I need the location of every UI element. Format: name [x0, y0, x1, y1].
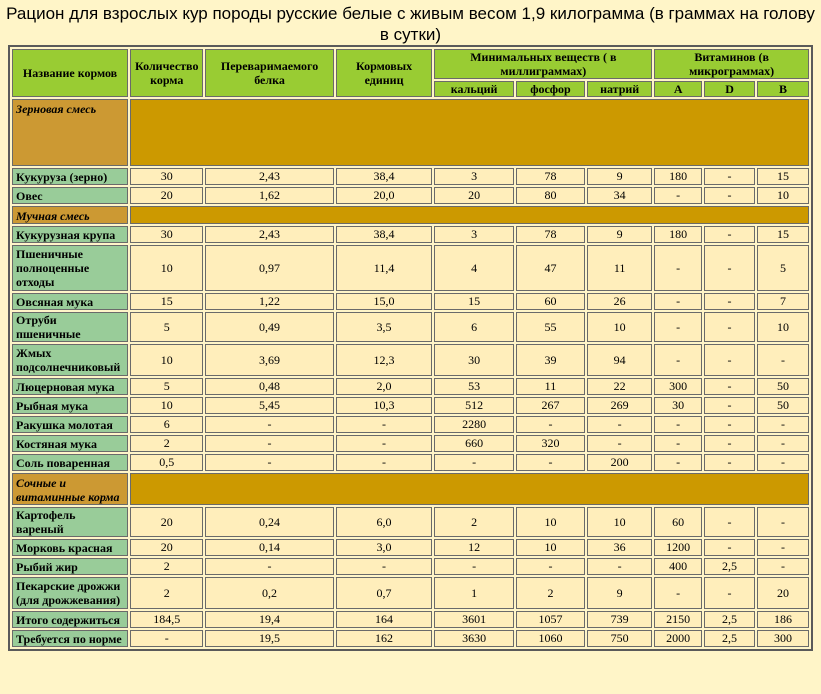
cell-sodium: 269: [587, 397, 652, 414]
cell-protein: 0,24: [205, 507, 333, 537]
cell-vitamin-a: -: [654, 454, 702, 471]
cell-calcium: 12: [434, 539, 513, 556]
header-feed-units: Кормовых единиц: [336, 49, 433, 97]
cell-vitamin-b: 15: [757, 168, 809, 185]
cell-vitamin-a: -: [654, 435, 702, 452]
table-row: [12, 630, 809, 647]
cell-protein: 0,2: [205, 577, 333, 609]
cell-vitamin-d: -: [704, 397, 755, 414]
cell-name: Отруби пшеничные: [12, 312, 128, 342]
cell-calcium: 3601: [434, 611, 513, 628]
cell-vitamin-d: -: [704, 416, 755, 433]
table-row: [12, 558, 809, 575]
cell-protein: 0,49: [205, 312, 333, 342]
cell-vitamin-a: 180: [654, 168, 702, 185]
cell-vitamin-b: 50: [757, 397, 809, 414]
cell-phosphorus: 1057: [516, 611, 585, 628]
cell-name: Люцерновая мука: [12, 378, 128, 395]
cell-quantity: 2: [130, 577, 203, 609]
cell-vitamin-b: -: [757, 344, 809, 376]
cell-calcium: 30: [434, 344, 513, 376]
cell-quantity: 15: [130, 293, 203, 310]
header-protein: Переваримаемого белка: [205, 49, 333, 97]
cell-quantity: 30: [130, 168, 203, 185]
cell-phosphorus: 80: [516, 187, 585, 204]
cell-name: Итого содержиться: [12, 611, 128, 628]
cell-quantity: 6: [130, 416, 203, 433]
page-title: Рацион для взрослых кур породы русские белые с живым весом 1,9 килограмма (в граммах на голову в сутки): [6, 4, 815, 44]
cell-vitamin-d: -: [704, 312, 755, 342]
header-minerals: Минимальных веществ ( в миллиграммах): [434, 49, 652, 79]
cell-vitamin-a: -: [654, 577, 702, 609]
cell-vitamin-b: 186: [757, 611, 809, 628]
cell-phosphorus: 60: [516, 293, 585, 310]
table-row: [12, 397, 809, 414]
cell-phosphorus: -: [516, 454, 585, 471]
cell-vitamin-b: 15: [757, 226, 809, 243]
cell-feed-units: 164: [336, 611, 433, 628]
header-calcium: кальций: [434, 81, 513, 97]
cell-protein: 0,14: [205, 539, 333, 556]
section-juicy-line-2: витаминные корма: [16, 490, 120, 504]
cell-phosphorus: 10: [516, 539, 585, 556]
cell-vitamin-b: -: [757, 454, 809, 471]
cell-vitamin-d: -: [704, 293, 755, 310]
cell-calcium: 3630: [434, 630, 513, 647]
cell-name: Овсяная мука: [12, 293, 128, 310]
cell-protein: 1,62: [205, 187, 333, 204]
cell-quantity: 20: [130, 507, 203, 537]
cell-sodium: -: [587, 416, 652, 433]
cell-quantity: 20: [130, 539, 203, 556]
cell-vitamin-d: -: [704, 187, 755, 204]
cell-name: Костяная мука: [12, 435, 128, 452]
table-row: [12, 293, 809, 310]
cell-protein: 1,22: [205, 293, 333, 310]
table-row: [12, 226, 809, 243]
cell-name: Жмых подсолнечниковый: [12, 344, 128, 376]
header-phosphorus: фосфор: [516, 81, 585, 97]
cell-sodium: 34: [587, 187, 652, 204]
cell-name: Требуется по норме: [12, 630, 128, 647]
cell-protein: 0,97: [205, 245, 333, 291]
cell-quantity: 30: [130, 226, 203, 243]
cell-calcium: 15: [434, 293, 513, 310]
cell-phosphorus: 320: [516, 435, 585, 452]
cell-feed-units: 12,3: [336, 344, 433, 376]
cell-calcium: 2: [434, 507, 513, 537]
cell-sodium: 9: [587, 168, 652, 185]
cell-vitamin-b: 10: [757, 187, 809, 204]
ration-table-frame: [8, 45, 813, 651]
cell-vitamin-a: -: [654, 416, 702, 433]
section-juicy-word-2: и: [59, 476, 67, 490]
section-grain-fill: [130, 99, 809, 166]
table-row: [12, 611, 809, 628]
cell-vitamin-b: -: [757, 507, 809, 537]
cell-name: Кукурузная крупа: [12, 226, 128, 243]
cell-sodium: 9: [587, 226, 652, 243]
cell-quantity: 2: [130, 435, 203, 452]
cell-vitamin-a: 30: [654, 397, 702, 414]
cell-quantity: 5: [130, 378, 203, 395]
cell-phosphorus: 1060: [516, 630, 585, 647]
cell-vitamin-a: -: [654, 187, 702, 204]
cell-quantity: 2: [130, 558, 203, 575]
cell-protein: -: [205, 435, 333, 452]
cell-sodium: -: [587, 435, 652, 452]
cell-vitamin-a: -: [654, 245, 702, 291]
cell-vitamin-d: -: [704, 454, 755, 471]
cell-feed-units: 38,4: [336, 168, 433, 185]
cell-protein: 19,5: [205, 630, 333, 647]
cell-phosphorus: 47: [516, 245, 585, 291]
cell-feed-units: 11,4: [336, 245, 433, 291]
cell-feed-units: 20,0: [336, 187, 433, 204]
cell-calcium: 20: [434, 187, 513, 204]
cell-feed-units: 3,0: [336, 539, 433, 556]
cell-calcium: 660: [434, 435, 513, 452]
table-row: [12, 454, 809, 471]
section-flour-fill: [130, 206, 809, 224]
cell-vitamin-d: -: [704, 168, 755, 185]
table-row: [12, 168, 809, 185]
table-row: [12, 507, 809, 537]
cell-sodium: 750: [587, 630, 652, 647]
cell-vitamin-a: -: [654, 344, 702, 376]
cell-sodium: 10: [587, 507, 652, 537]
table-row: [12, 245, 809, 291]
table-row: [12, 312, 809, 342]
table-row: [12, 435, 809, 452]
cell-sodium: 10: [587, 312, 652, 342]
header-name: Название кормов: [12, 49, 128, 97]
cell-calcium: 1: [434, 577, 513, 609]
cell-feed-units: 10,3: [336, 397, 433, 414]
cell-vitamin-a: 1200: [654, 539, 702, 556]
cell-quantity: 184,5: [130, 611, 203, 628]
cell-phosphorus: 11: [516, 378, 585, 395]
cell-protein: 2,43: [205, 168, 333, 185]
cell-protein: 19,4: [205, 611, 333, 628]
cell-sodium: -: [587, 558, 652, 575]
cell-phosphorus: 39: [516, 344, 585, 376]
section-flour-label: Мучная смесь: [12, 206, 128, 224]
cell-name: Ракушка молотая: [12, 416, 128, 433]
cell-quantity: 10: [130, 397, 203, 414]
table-row: [12, 577, 809, 609]
header-vitamin-b: B: [757, 81, 809, 97]
cell-vitamin-b: 300: [757, 630, 809, 647]
cell-sodium: 739: [587, 611, 652, 628]
cell-vitamin-d: -: [704, 245, 755, 291]
cell-feed-units: -: [336, 416, 433, 433]
cell-calcium: 4: [434, 245, 513, 291]
cell-vitamin-a: 60: [654, 507, 702, 537]
cell-protein: 3,69: [205, 344, 333, 376]
ration-table: [10, 47, 811, 649]
cell-name: Соль поваренная: [12, 454, 128, 471]
header-vitamins: Витаминов (в микрограммах): [654, 49, 809, 79]
cell-vitamin-a: -: [654, 312, 702, 342]
cell-sodium: 200: [587, 454, 652, 471]
cell-vitamin-d: -: [704, 378, 755, 395]
cell-calcium: -: [434, 558, 513, 575]
cell-quantity: 0,5: [130, 454, 203, 471]
cell-vitamin-b: -: [757, 435, 809, 452]
cell-vitamin-d: -: [704, 539, 755, 556]
header-vitamin-d: D: [704, 81, 755, 97]
cell-vitamin-a: 400: [654, 558, 702, 575]
cell-vitamin-b: -: [757, 416, 809, 433]
cell-sodium: 22: [587, 378, 652, 395]
table-row: [12, 539, 809, 556]
cell-sodium: 26: [587, 293, 652, 310]
cell-calcium: 3: [434, 226, 513, 243]
cell-vitamin-a: 2150: [654, 611, 702, 628]
cell-sodium: 36: [587, 539, 652, 556]
cell-calcium: 2280: [434, 416, 513, 433]
table-row: [12, 344, 809, 376]
cell-sodium: 94: [587, 344, 652, 376]
cell-phosphorus: 10: [516, 507, 585, 537]
cell-vitamin-a: 2000: [654, 630, 702, 647]
cell-name: Картофель вареный: [12, 507, 128, 537]
cell-feed-units: -: [336, 558, 433, 575]
cell-feed-units: -: [336, 454, 433, 471]
section-juicy-label: [12, 473, 128, 505]
cell-protein: -: [205, 558, 333, 575]
cell-feed-units: -: [336, 435, 433, 452]
cell-sodium: 11: [587, 245, 652, 291]
cell-phosphorus: 55: [516, 312, 585, 342]
cell-calcium: -: [434, 454, 513, 471]
header-vitamin-a: A: [654, 81, 702, 97]
cell-calcium: 6: [434, 312, 513, 342]
cell-vitamin-b: 5: [757, 245, 809, 291]
cell-vitamin-a: 300: [654, 378, 702, 395]
cell-name: Пшеничные полноценные отходы: [12, 245, 128, 291]
section-grain-label: Зерновая смесь: [12, 99, 128, 166]
cell-vitamin-d: 2,5: [704, 611, 755, 628]
table-row: [12, 416, 809, 433]
cell-feed-units: 0,7: [336, 577, 433, 609]
cell-vitamin-d: -: [704, 344, 755, 376]
cell-phosphorus: 78: [516, 226, 585, 243]
cell-name: Кукуруза (зерно): [12, 168, 128, 185]
cell-feed-units: 6,0: [336, 507, 433, 537]
cell-vitamin-a: -: [654, 293, 702, 310]
cell-vitamin-b: 20: [757, 577, 809, 609]
cell-phosphorus: -: [516, 558, 585, 575]
cell-name: Овес: [12, 187, 128, 204]
section-juicy-line-1: [16, 476, 124, 490]
cell-quantity: 10: [130, 344, 203, 376]
cell-vitamin-b: -: [757, 539, 809, 556]
cell-name: Морковь красная: [12, 539, 128, 556]
cell-feed-units: 38,4: [336, 226, 433, 243]
cell-calcium: 3: [434, 168, 513, 185]
cell-vitamin-b: 7: [757, 293, 809, 310]
cell-phosphorus: 2: [516, 577, 585, 609]
cell-quantity: 10: [130, 245, 203, 291]
header-quantity: Количество корма: [130, 49, 203, 97]
cell-phosphorus: 78: [516, 168, 585, 185]
cell-vitamin-d: -: [704, 435, 755, 452]
cell-protein: 2,43: [205, 226, 333, 243]
cell-vitamin-d: 2,5: [704, 558, 755, 575]
cell-protein: 0,48: [205, 378, 333, 395]
section-juicy-word-1: Сочные: [16, 476, 57, 490]
table-row: [12, 187, 809, 204]
cell-name: Рыбий жир: [12, 558, 128, 575]
cell-vitamin-b: 50: [757, 378, 809, 395]
cell-protein: -: [205, 416, 333, 433]
section-juicy-fill: [130, 473, 809, 505]
cell-quantity: -: [130, 630, 203, 647]
cell-name: Рыбная мука: [12, 397, 128, 414]
cell-feed-units: 2,0: [336, 378, 433, 395]
cell-protein: 5,45: [205, 397, 333, 414]
cell-vitamin-d: -: [704, 226, 755, 243]
cell-quantity: 5: [130, 312, 203, 342]
cell-protein: -: [205, 454, 333, 471]
cell-vitamin-b: -: [757, 558, 809, 575]
cell-calcium: 512: [434, 397, 513, 414]
table-row: [12, 378, 809, 395]
cell-feed-units: 15,0: [336, 293, 433, 310]
cell-phosphorus: 267: [516, 397, 585, 414]
cell-feed-units: 162: [336, 630, 433, 647]
cell-vitamin-b: 10: [757, 312, 809, 342]
header-sodium: натрий: [587, 81, 652, 97]
cell-vitamin-d: 2,5: [704, 630, 755, 647]
cell-vitamin-a: 180: [654, 226, 702, 243]
cell-name: Пекарские дрожжи (для дрожжевания): [12, 577, 128, 609]
cell-calcium: 53: [434, 378, 513, 395]
cell-vitamin-d: -: [704, 577, 755, 609]
cell-sodium: 9: [587, 577, 652, 609]
cell-phosphorus: -: [516, 416, 585, 433]
cell-feed-units: 3,5: [336, 312, 433, 342]
cell-quantity: 20: [130, 187, 203, 204]
cell-vitamin-d: -: [704, 507, 755, 537]
